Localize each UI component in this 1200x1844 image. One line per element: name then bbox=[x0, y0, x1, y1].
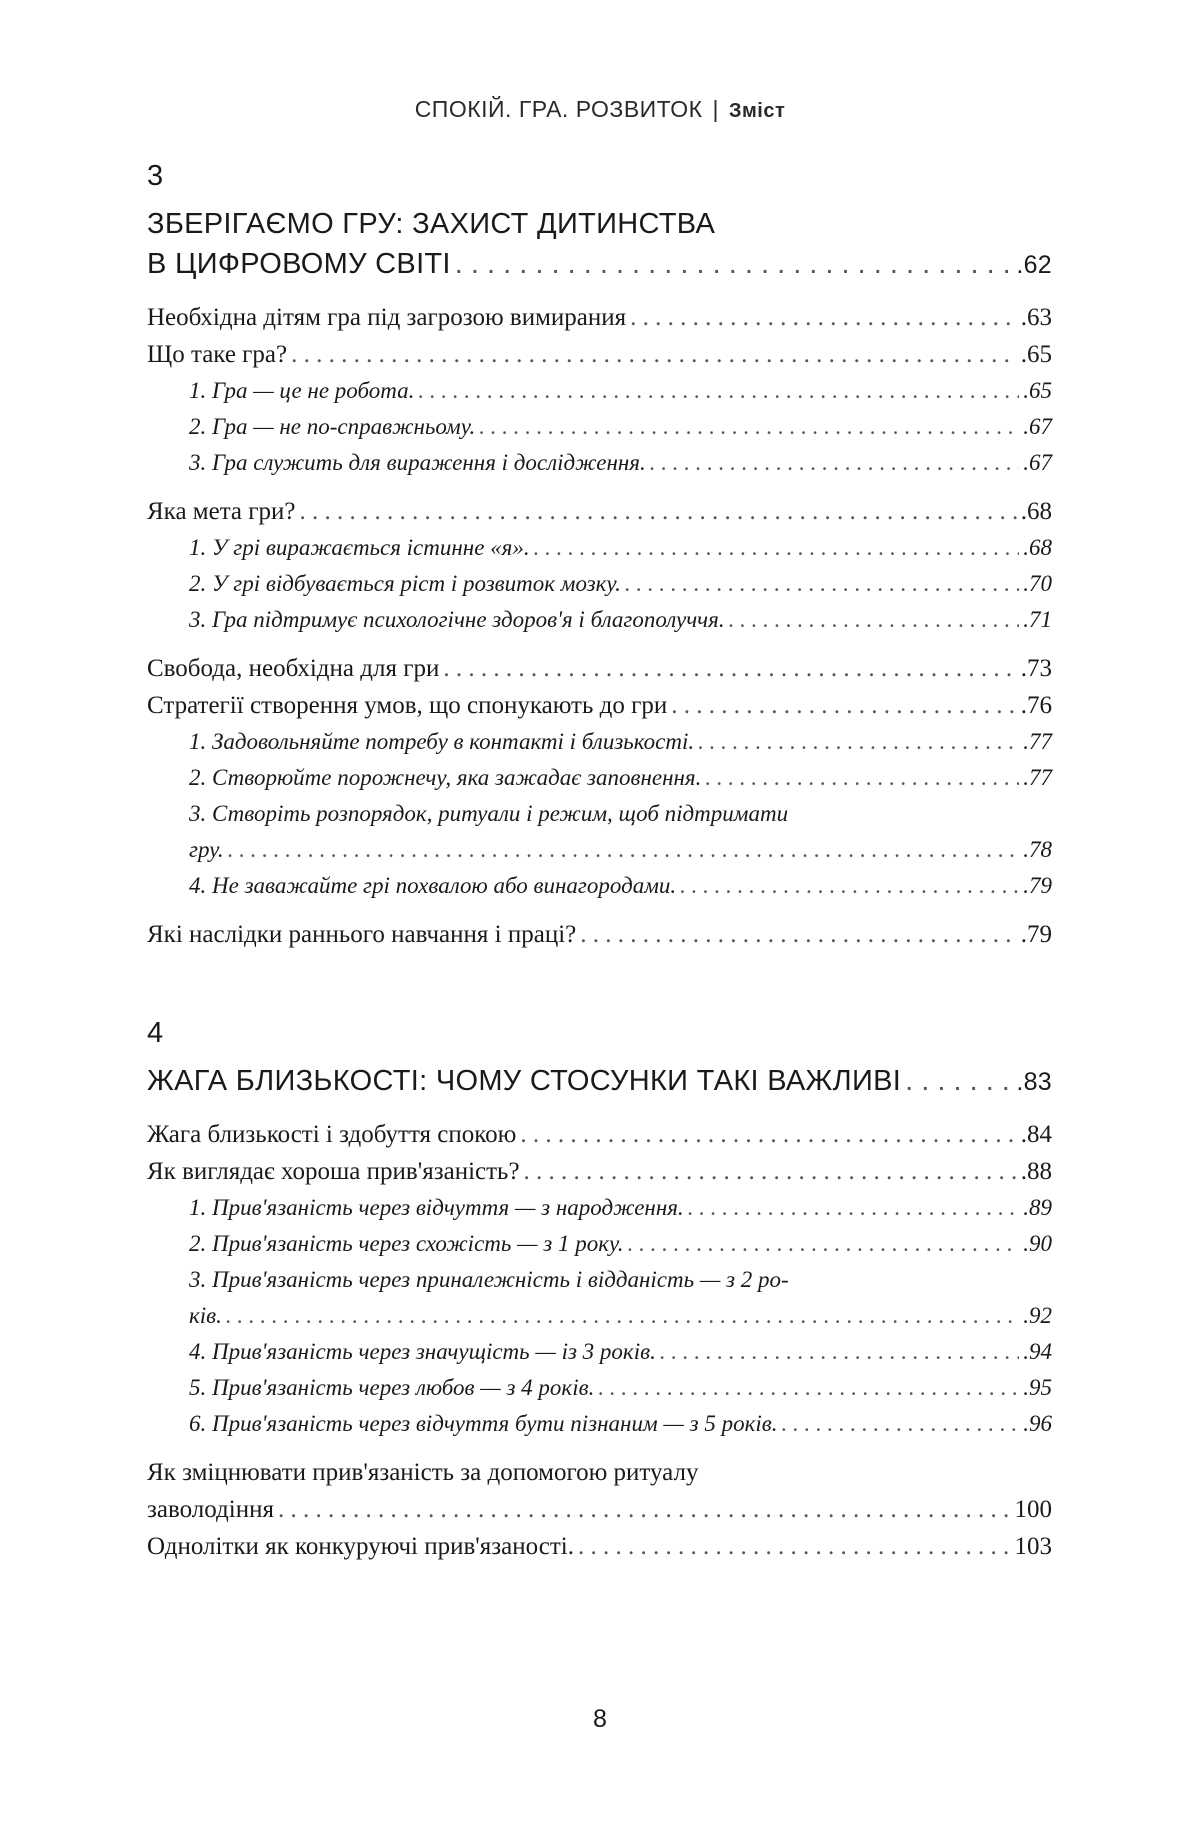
chapter-title-row bbox=[147, 1061, 1052, 1102]
toc-subentry-text: 1. Задовольняйте потребу в контакті і близькості. bbox=[189, 729, 695, 754]
page-number: .88 bbox=[1020, 1158, 1052, 1185]
page-number: .96 bbox=[1023, 1411, 1052, 1436]
chapter-title-text: ЖАГА БЛИЗЬКОСТІ: ЧОМУ СТОСУНКИ ТАКІ ВАЖЛИВІ bbox=[147, 1065, 902, 1097]
toc-entry-text-line2: заволодіння bbox=[147, 1496, 274, 1523]
toc-subentry-text: 2. Прив'язаність через схожість — з 1 року. bbox=[189, 1231, 624, 1256]
page-number: .63 bbox=[1020, 304, 1052, 331]
page-number: .89 bbox=[1023, 1195, 1052, 1220]
dot-leader bbox=[578, 1528, 1011, 1565]
toc-subentry-text: 2. Створюйте порожнечу, яка зажадає заповнення. bbox=[189, 765, 702, 790]
dot-leader bbox=[524, 1153, 1017, 1190]
toc-subentry-text: 5. Прив'язаність через любов — з 4 років. bbox=[189, 1375, 595, 1400]
toc-subentry-text: 1. Гра — це не робота. bbox=[189, 378, 415, 403]
toc-subentry-text: 2. У грі відбувається ріст і розвиток мозку. bbox=[189, 571, 621, 596]
page-number: .76 bbox=[1020, 692, 1052, 719]
toc-entry[interactable] bbox=[147, 1116, 1052, 1153]
toc-subentry[interactable] bbox=[147, 602, 1052, 638]
page-number: 103 bbox=[1014, 1533, 1052, 1560]
dot-leader bbox=[534, 530, 1020, 566]
page-number: .73 bbox=[1020, 655, 1052, 682]
toc-subentry-text: 4. Прив'язаність через значущість — із 3 років. bbox=[189, 1339, 656, 1364]
dot-leader bbox=[660, 1334, 1019, 1370]
page-number: .71 bbox=[1023, 607, 1052, 632]
dot-leader bbox=[479, 409, 1019, 445]
page-number: .70 bbox=[1023, 571, 1052, 596]
toc-subentry-row bbox=[189, 1298, 1052, 1334]
toc-subentry[interactable] bbox=[147, 445, 1052, 481]
page-number: .67 bbox=[1023, 414, 1052, 439]
page-number: .79 bbox=[1023, 873, 1052, 898]
toc-chapter-4 bbox=[147, 1015, 1052, 1565]
dot-leader bbox=[278, 1491, 1011, 1528]
dot-leader bbox=[418, 373, 1019, 409]
page-number: .77 bbox=[1023, 765, 1052, 790]
toc-subentry[interactable] bbox=[147, 1370, 1052, 1406]
dot-leader bbox=[688, 1190, 1020, 1226]
dot-leader bbox=[455, 244, 1013, 284]
toc-entry-text: Однолітки як конкуруючі прив'язаності. bbox=[147, 1533, 574, 1560]
chapter-title bbox=[147, 204, 1052, 285]
dot-leader bbox=[729, 602, 1020, 638]
toc-entry[interactable] bbox=[147, 1153, 1052, 1190]
toc-entry[interactable] bbox=[147, 299, 1052, 336]
toc-subentry-text: 1. Прив'язаність через відчуття — з народження. bbox=[189, 1195, 684, 1220]
toc-subentry-text: 4. Не заважайте грі похвалою або винагородами. bbox=[189, 873, 677, 898]
dot-leader bbox=[520, 1116, 1016, 1153]
toc-subentry[interactable] bbox=[147, 566, 1052, 602]
toc-entry-multiline[interactable] bbox=[147, 1454, 1052, 1528]
toc-chapter-3 bbox=[147, 158, 1052, 953]
running-head-separator: | bbox=[712, 96, 719, 122]
dot-leader bbox=[705, 760, 1019, 796]
chapter-title bbox=[147, 1061, 1052, 1102]
toc-entry-text: Необхідна дітям гра під загрозою вимирания bbox=[147, 304, 627, 331]
toc-subentry[interactable] bbox=[147, 373, 1052, 409]
page-number: .78 bbox=[1023, 837, 1052, 862]
toc-entry-text: Яка мета гри? bbox=[147, 498, 296, 525]
dot-leader bbox=[698, 724, 1019, 760]
toc-subentry[interactable] bbox=[147, 1406, 1052, 1442]
toc-subentry-multiline[interactable] bbox=[147, 1262, 1052, 1334]
page-number: .84 bbox=[1020, 1121, 1052, 1148]
dot-leader bbox=[228, 832, 1020, 868]
toc-entry[interactable] bbox=[147, 687, 1052, 724]
page-number: .94 bbox=[1023, 1339, 1052, 1364]
page-number: .90 bbox=[1023, 1231, 1052, 1256]
dot-leader bbox=[680, 868, 1019, 904]
toc-entry-text: Стратегії створення умов, що спонукають до гри bbox=[147, 692, 668, 719]
page-number: .65 bbox=[1020, 341, 1052, 368]
toc-subentry[interactable] bbox=[147, 530, 1052, 566]
toc-entry[interactable] bbox=[147, 650, 1052, 687]
dot-leader bbox=[625, 566, 1019, 602]
dot-leader bbox=[905, 1061, 1012, 1101]
toc-subentry-row bbox=[189, 832, 1052, 868]
toc-subentry[interactable] bbox=[147, 1334, 1052, 1370]
page-number: .62 bbox=[1016, 251, 1052, 279]
toc-entry[interactable] bbox=[147, 493, 1052, 530]
page-number: 100 bbox=[1014, 1496, 1052, 1523]
toc-entry-text: Які наслідки раннього навчання і праці? bbox=[147, 921, 577, 948]
toc-subentry-text: 6. Прив'язаність через відчуття бути пізнаним — з 5 років. bbox=[189, 1411, 778, 1436]
page-number: .65 bbox=[1023, 378, 1052, 403]
toc-entry-row bbox=[147, 1491, 1052, 1528]
dot-leader bbox=[598, 1370, 1019, 1406]
page-number: .68 bbox=[1023, 535, 1052, 560]
toc-subentry-text: 3. Гра підтримує психологічне здоров'я і благополуччя. bbox=[189, 607, 725, 632]
toc-entry-text-line1: Як зміцнювати прив'язаність за допомогою ритуалу bbox=[147, 1459, 699, 1486]
toc-subentry-text: 1. У грі виражається істинне «я». bbox=[189, 535, 530, 560]
running-head-book-title: СПОКІЙ. ГРА. РОЗВИТОК bbox=[414, 96, 703, 122]
chapter-title-line2: В ЦИФРОВОМУ СВІТІ bbox=[147, 248, 451, 280]
dot-leader bbox=[226, 1298, 1019, 1334]
dot-leader bbox=[671, 687, 1017, 724]
toc-subentry[interactable] bbox=[147, 1226, 1052, 1262]
dot-leader bbox=[291, 336, 1017, 373]
chapter-title-line1: ЗБЕРІГАЄМО ГРУ: ЗАХИСТ ДИТИНСТВА bbox=[147, 208, 716, 240]
dot-leader bbox=[650, 445, 1020, 481]
toc-subentry-text: 3. Гра служить для вираження і дослідження. bbox=[189, 450, 646, 475]
page-number: .79 bbox=[1020, 921, 1052, 948]
chapter-number: 4 bbox=[147, 1017, 164, 1049]
toc-subentry[interactable] bbox=[147, 724, 1052, 760]
toc-subentry-multiline[interactable] bbox=[147, 796, 1052, 868]
running-head bbox=[0, 96, 1200, 123]
running-head-section: Зміст bbox=[728, 100, 786, 122]
toc-entry[interactable] bbox=[147, 336, 1052, 373]
toc-subentry[interactable] bbox=[147, 760, 1052, 796]
page-number: .83 bbox=[1016, 1068, 1052, 1096]
page-number: .67 bbox=[1023, 450, 1052, 475]
toc-entry-text: Як виглядає хороша прив'язаність? bbox=[147, 1158, 520, 1185]
page-number: .77 bbox=[1023, 729, 1052, 754]
dot-leader bbox=[628, 1226, 1020, 1262]
chapter-number: 3 bbox=[147, 160, 164, 192]
toc-subentry-text-line1: 3. Створіть розпорядок, ритуали і режим, щоб підтримати bbox=[189, 801, 789, 826]
dot-leader bbox=[580, 916, 1017, 953]
toc-entry[interactable] bbox=[147, 916, 1052, 953]
toc-subentry[interactable] bbox=[147, 868, 1052, 904]
page-number: .92 bbox=[1023, 1303, 1052, 1328]
toc-entry-text: Що таке гра? bbox=[147, 341, 288, 368]
toc-subentry-text: 2. Гра — не по-справжньому. bbox=[189, 414, 476, 439]
chapter-title-row bbox=[147, 244, 1052, 285]
page-number: .68 bbox=[1020, 498, 1052, 525]
dot-leader bbox=[630, 299, 1017, 336]
toc-subentry-text-line1: 3. Прив'язаність через приналежність і відданість — з 2 ро- bbox=[189, 1267, 789, 1292]
page-number: .95 bbox=[1023, 1375, 1052, 1400]
dot-leader bbox=[781, 1406, 1019, 1442]
toc-entry-text: Жага близькості і здобуття спокою bbox=[147, 1121, 517, 1148]
toc-subentry-text-line2: гру. bbox=[189, 837, 224, 862]
toc-subentry-text-line2: ків. bbox=[189, 1303, 222, 1328]
toc-subentry[interactable] bbox=[147, 1190, 1052, 1226]
dot-leader bbox=[443, 650, 1016, 687]
toc-subentry[interactable] bbox=[147, 409, 1052, 445]
toc-entry[interactable] bbox=[147, 1528, 1052, 1565]
toc-entry-text: Свобода, необхідна для гри bbox=[147, 655, 440, 682]
folio-page-number: 8 bbox=[593, 1705, 607, 1733]
dot-leader bbox=[300, 493, 1017, 530]
